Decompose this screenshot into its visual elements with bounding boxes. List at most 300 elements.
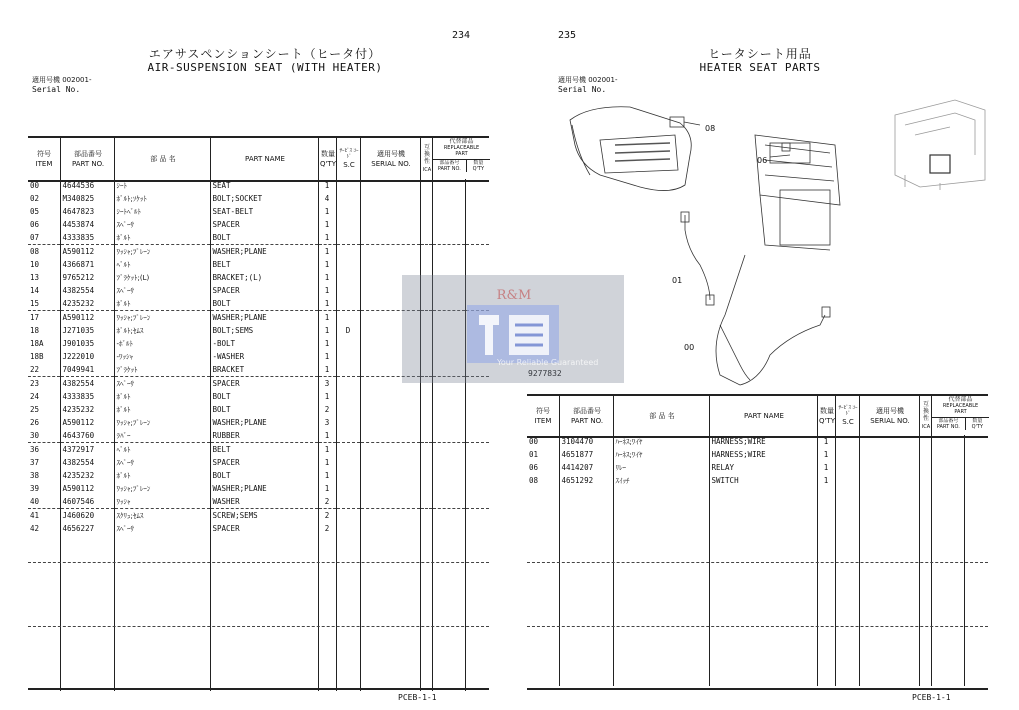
empty-cell bbox=[318, 535, 336, 691]
hdr-repl-jp: 代替部品 bbox=[449, 138, 474, 145]
jp-name-cell: ｽﾍﾟｰｻ bbox=[114, 218, 210, 231]
serial-cell bbox=[360, 258, 420, 271]
watermark-brand: R&M bbox=[496, 288, 532, 303]
ica-cell bbox=[420, 456, 432, 469]
service-code-cell bbox=[835, 435, 859, 448]
heater-seat-diagram bbox=[560, 95, 990, 390]
qty-cell: 2 bbox=[318, 509, 336, 523]
part-number-cell: A590112 bbox=[60, 416, 114, 429]
service-code-cell bbox=[336, 377, 360, 391]
watermark-tagline: Your Reliable Guaranteed bbox=[497, 358, 599, 367]
part-number-cell: 4382554 bbox=[60, 456, 114, 469]
item-cell: 42 bbox=[30, 523, 40, 533]
empty-cell bbox=[931, 487, 964, 686]
left-title-en: AIR-SUSPENSION SEAT (WITH HEATER) bbox=[147, 61, 383, 74]
right-serial bbox=[558, 76, 617, 94]
hdr-part-en: PART NO. bbox=[71, 160, 105, 168]
part-name-cell: BRACKET bbox=[210, 363, 318, 377]
hdr-item-jp: 符号 bbox=[37, 150, 51, 158]
replaceable-part-cell bbox=[432, 231, 465, 245]
ica-cell bbox=[420, 509, 432, 523]
part-number-cell: 4382554 bbox=[60, 377, 114, 391]
empty-cell bbox=[964, 487, 988, 686]
empty-cell bbox=[859, 487, 919, 686]
service-code-cell bbox=[336, 403, 360, 416]
replaceable-part-cell bbox=[931, 474, 964, 487]
table-row bbox=[527, 474, 988, 487]
serial-cell bbox=[859, 448, 919, 461]
table-row bbox=[28, 218, 489, 231]
hdr-name-jp: 部 品 名 bbox=[150, 155, 176, 163]
part-name-cell: BOLT bbox=[210, 297, 318, 311]
empty-cell bbox=[817, 487, 835, 686]
ica-cell bbox=[919, 448, 931, 461]
serial-cell bbox=[360, 403, 420, 416]
left-bottom-rule bbox=[28, 688, 489, 690]
qty-cell: 1 bbox=[318, 324, 336, 337]
part-name-cell: BRACKET;(L) bbox=[210, 271, 318, 284]
left-serial-en: Serial No. bbox=[32, 85, 81, 94]
rhdr-qty-en: Q'TY bbox=[819, 417, 835, 425]
right-title-jp: ヒータシート用品 bbox=[708, 47, 812, 61]
service-code-cell bbox=[336, 390, 360, 403]
empty-cell bbox=[60, 535, 114, 691]
service-code-cell bbox=[336, 522, 360, 535]
service-code-cell bbox=[336, 311, 360, 325]
replaceable-part-cell bbox=[432, 245, 465, 259]
replaceable-part-cell bbox=[432, 482, 465, 495]
replaceable-part-cell bbox=[432, 522, 465, 535]
table-row bbox=[28, 509, 489, 523]
rhdr-repl-qty-jp: 数量 bbox=[972, 418, 983, 424]
qty-cell: 3 bbox=[318, 416, 336, 429]
part-number-cell: 4651292 bbox=[559, 474, 613, 487]
hdr-repl-qty-en: Q'TY bbox=[472, 166, 485, 172]
hdr-ica-jp: 互換性 bbox=[423, 143, 430, 165]
table-row bbox=[28, 258, 489, 271]
part-number-cell: J271035 bbox=[60, 324, 114, 337]
callout-08: 08 bbox=[705, 124, 716, 133]
replaceable-qty-cell bbox=[465, 179, 489, 192]
item-cell: 26 bbox=[30, 417, 40, 427]
jp-name-cell: ﾎﾞﾙﾄ bbox=[114, 390, 210, 403]
rhdr-part-jp: 部品番号 bbox=[573, 407, 601, 415]
qty-cell: 2 bbox=[318, 522, 336, 535]
part-name-cell: WASHER;PLANE bbox=[210, 311, 318, 325]
part-number-cell: 4333835 bbox=[60, 231, 114, 245]
service-code-cell bbox=[336, 495, 360, 509]
qty-cell: 1 bbox=[817, 448, 835, 461]
service-code-cell bbox=[835, 448, 859, 461]
part-name-cell: SWITCH bbox=[709, 474, 817, 487]
replaceable-part-cell bbox=[432, 258, 465, 271]
jp-name-cell: ｼｰﾄ bbox=[114, 179, 210, 192]
table-row bbox=[28, 456, 489, 469]
empty-cell bbox=[210, 535, 318, 691]
empty-cell bbox=[835, 487, 859, 686]
empty-cell bbox=[336, 535, 360, 691]
rhdr-repl-qty-en: Q'TY bbox=[971, 424, 984, 430]
serial-cell bbox=[360, 469, 420, 482]
table-row bbox=[28, 205, 489, 218]
rhdr-name-en: PART NAME bbox=[744, 412, 784, 420]
part-name-cell: SPACER bbox=[210, 218, 318, 231]
service-code-cell bbox=[336, 509, 360, 523]
part-name-cell: SPACER bbox=[210, 284, 318, 297]
table-row bbox=[28, 495, 489, 509]
hdr-name-en: PART NAME bbox=[245, 155, 285, 163]
hdr-repl-en: REPLACEABLE PART bbox=[443, 145, 480, 157]
part-name-cell: RUBBER bbox=[210, 429, 318, 443]
qty-cell: 1 bbox=[318, 390, 336, 403]
replaceable-qty-cell bbox=[465, 443, 489, 457]
qty-cell: 2 bbox=[318, 495, 336, 509]
qty-cell: 4 bbox=[318, 192, 336, 205]
item-cell: 00 bbox=[529, 436, 539, 446]
serial-cell bbox=[360, 509, 420, 523]
left-table-header bbox=[28, 136, 489, 182]
service-code-cell bbox=[336, 297, 360, 311]
qty-cell: 1 bbox=[318, 271, 336, 284]
part-name-cell: RELAY bbox=[709, 461, 817, 474]
right-footer-code: PCEB-1-1 bbox=[912, 693, 951, 702]
item-cell: 01 bbox=[529, 449, 539, 459]
replaceable-qty-cell bbox=[465, 390, 489, 403]
service-code-cell bbox=[336, 456, 360, 469]
ica-cell bbox=[420, 416, 432, 429]
replaceable-part-cell bbox=[432, 192, 465, 205]
rhdr-item-jp: 符号 bbox=[536, 407, 550, 415]
ica-cell bbox=[420, 469, 432, 482]
item-cell: 06 bbox=[30, 219, 40, 229]
jp-name-cell: ｽｸﾘｭ;ｾﾑｽ bbox=[114, 509, 210, 523]
item-cell: 37 bbox=[30, 457, 40, 467]
qty-cell: 1 bbox=[318, 245, 336, 259]
rhdr-repl-jp: 代替部品 bbox=[948, 396, 973, 403]
rhdr-sc-jp: ｻｰﾋﾞｽ ｺｰﾄﾞ bbox=[838, 405, 858, 417]
jp-name-cell: ｽﾍﾟｰｻ bbox=[114, 522, 210, 535]
replaceable-qty-cell bbox=[465, 495, 489, 509]
left-parts-table bbox=[28, 179, 489, 691]
qty-cell: 1 bbox=[318, 350, 336, 363]
replaceable-qty-cell bbox=[465, 192, 489, 205]
table-row bbox=[28, 390, 489, 403]
replaceable-part-cell bbox=[432, 443, 465, 457]
qty-cell: 2 bbox=[318, 403, 336, 416]
rhdr-ica-jp: 互換性 bbox=[922, 400, 929, 422]
item-cell: 36 bbox=[28, 443, 60, 457]
part-number-cell: 4366871 bbox=[60, 258, 114, 271]
part-name-cell: -BOLT bbox=[210, 337, 318, 350]
qty-cell: 1 bbox=[318, 231, 336, 245]
empty-cell bbox=[709, 487, 817, 686]
replaceable-qty-cell bbox=[465, 429, 489, 443]
serial-cell bbox=[360, 231, 420, 245]
part-number-cell: 4235232 bbox=[60, 469, 114, 482]
item-cell: 14 bbox=[30, 285, 40, 295]
item-cell: 41 bbox=[28, 509, 60, 523]
ica-cell bbox=[420, 231, 432, 245]
table-row bbox=[28, 192, 489, 205]
part-number-cell: M340825 bbox=[60, 192, 114, 205]
empty-cell bbox=[527, 487, 559, 686]
ica-cell bbox=[420, 258, 432, 271]
hdr-repl-part-en: PART NO. bbox=[437, 166, 461, 172]
serial-cell bbox=[360, 456, 420, 469]
callout-06: 06 bbox=[757, 156, 768, 165]
table-filler-row bbox=[28, 535, 489, 691]
part-name-cell: SEAT bbox=[210, 179, 318, 192]
part-name-cell: -WASHER bbox=[210, 350, 318, 363]
replaceable-qty-cell bbox=[964, 474, 988, 487]
empty-cell bbox=[559, 487, 613, 686]
ica-cell bbox=[919, 461, 931, 474]
replaceable-qty-cell bbox=[964, 435, 988, 448]
part-number-cell: 4235232 bbox=[60, 297, 114, 311]
part-number-cell: A590112 bbox=[60, 245, 114, 259]
left-footer-code: PCEB-1-1 bbox=[398, 693, 437, 702]
part-number-cell: 4414207 bbox=[559, 461, 613, 474]
jp-name-cell: ﾎﾞﾙﾄ;ｿｹｯﾄ bbox=[114, 192, 210, 205]
replaceable-qty-cell bbox=[465, 522, 489, 535]
item-cell: 38 bbox=[30, 470, 40, 480]
ica-cell bbox=[420, 205, 432, 218]
jp-name-cell: ﾘﾚｰ bbox=[613, 461, 709, 474]
empty-cell bbox=[114, 535, 210, 691]
serial-cell bbox=[859, 474, 919, 487]
callout-00: 00 bbox=[684, 343, 695, 352]
service-code-cell bbox=[336, 179, 360, 192]
service-code-cell bbox=[336, 482, 360, 495]
replaceable-part-cell bbox=[432, 429, 465, 443]
left-separator-1 bbox=[28, 562, 489, 563]
jp-name-cell: ｼｰﾄﾍﾞﾙﾄ bbox=[114, 205, 210, 218]
qty-cell: 1 bbox=[318, 363, 336, 377]
service-code-cell bbox=[336, 231, 360, 245]
replaceable-part-cell bbox=[931, 435, 964, 448]
replaceable-part-cell bbox=[432, 390, 465, 403]
service-code-cell bbox=[835, 474, 859, 487]
hdr-item-en: ITEM bbox=[35, 160, 53, 168]
service-code-cell bbox=[336, 469, 360, 482]
serial-cell bbox=[360, 205, 420, 218]
service-code-cell bbox=[336, 416, 360, 429]
item-cell: 13 bbox=[30, 272, 40, 282]
hdr-sc-en: S.C bbox=[343, 161, 355, 169]
right-title-en: HEATER SEAT PARTS bbox=[699, 61, 821, 74]
part-name-cell: SEAT-BELT bbox=[210, 205, 318, 218]
part-name-cell: WASHER;PLANE bbox=[210, 245, 318, 259]
seat-panel-inner bbox=[600, 135, 678, 173]
qty-cell: 1 bbox=[318, 443, 336, 457]
ica-cell bbox=[420, 179, 432, 192]
serial-cell bbox=[859, 461, 919, 474]
item-cell: 24 bbox=[30, 391, 40, 401]
jp-name-cell: -ﾜｯｼｬ bbox=[114, 350, 210, 363]
ica-cell bbox=[420, 522, 432, 535]
replaceable-part-cell bbox=[931, 461, 964, 474]
service-code-cell: D bbox=[336, 324, 360, 337]
empty-cell bbox=[465, 535, 489, 691]
qty-cell: 1 bbox=[318, 456, 336, 469]
item-cell: 18B bbox=[30, 351, 44, 361]
hdr-repl-qty-jp: 数量 bbox=[473, 160, 484, 166]
item-cell: 40 bbox=[30, 496, 40, 506]
table-row bbox=[28, 179, 489, 192]
table-row bbox=[28, 469, 489, 482]
replaceable-part-cell bbox=[432, 456, 465, 469]
left-serial-jp: 適用号機 002001- bbox=[32, 76, 92, 84]
empty-cell bbox=[28, 535, 60, 691]
qty-cell: 1 bbox=[318, 311, 336, 325]
replaceable-part-cell bbox=[432, 416, 465, 429]
item-cell: 30 bbox=[30, 430, 40, 440]
part-number-cell: 7049941 bbox=[60, 363, 114, 377]
replaceable-qty-cell bbox=[964, 448, 988, 461]
item-cell: 02 bbox=[30, 193, 40, 203]
item-cell: 18 bbox=[30, 325, 40, 335]
part-number-cell: 4453874 bbox=[60, 218, 114, 231]
table-row bbox=[28, 403, 489, 416]
right-separator-2 bbox=[527, 626, 988, 627]
serial-cell bbox=[360, 416, 420, 429]
hdr-sc-jp: ｻｰﾋﾞｽ ｺｰﾄﾞ bbox=[339, 148, 359, 160]
replaceable-qty-cell bbox=[465, 403, 489, 416]
service-code-cell bbox=[336, 192, 360, 205]
hdr-part-jp: 部品番号 bbox=[74, 150, 102, 158]
qty-cell: 3 bbox=[318, 377, 336, 391]
item-cell: 06 bbox=[529, 462, 539, 472]
hdr-repl-part-jp: 部品番号 bbox=[439, 160, 460, 166]
part-number-cell: 3104470 bbox=[559, 435, 613, 448]
jp-name-cell: ﾊｰﾈｽ;ﾜｲﾔ bbox=[613, 435, 709, 448]
ica-cell bbox=[919, 435, 931, 448]
rhdr-name-jp: 部 品 名 bbox=[649, 412, 675, 420]
jp-name-cell: ﾜｯｼｬ;ﾌﾟﾚｰﾝ bbox=[114, 482, 210, 495]
table-row bbox=[527, 435, 988, 448]
service-code-cell bbox=[336, 245, 360, 259]
left-page-number: 234 bbox=[452, 30, 471, 41]
right-separator-1 bbox=[527, 562, 988, 563]
part-number-cell: 4235232 bbox=[60, 403, 114, 416]
harness-00 bbox=[716, 255, 825, 385]
part-name-cell: HARNESS;WIRE bbox=[709, 448, 817, 461]
item-cell: 08 bbox=[529, 475, 539, 485]
replaceable-qty-cell bbox=[465, 482, 489, 495]
qty-cell: 1 bbox=[318, 482, 336, 495]
part-number-cell: 4333835 bbox=[60, 390, 114, 403]
ica-cell bbox=[420, 390, 432, 403]
left-separator-2 bbox=[28, 626, 489, 627]
part-number-cell: 4643760 bbox=[60, 429, 114, 443]
service-code-cell bbox=[336, 429, 360, 443]
jp-name-cell: ﾎﾞﾙﾄ bbox=[114, 469, 210, 482]
right-parts-table bbox=[527, 435, 988, 686]
qty-cell: 1 bbox=[318, 469, 336, 482]
part-name-cell: WASHER;PLANE bbox=[210, 416, 318, 429]
left-serial bbox=[32, 76, 91, 94]
replaceable-part-cell bbox=[432, 205, 465, 218]
item-cell: 15 bbox=[30, 298, 40, 308]
part-name-cell: BOLT;SEMS bbox=[210, 324, 318, 337]
item-cell: 05 bbox=[30, 206, 40, 216]
jp-name-cell: ﾎﾞﾙﾄ bbox=[114, 297, 210, 311]
qty-cell: 1 bbox=[817, 461, 835, 474]
part-number-cell: 4656227 bbox=[60, 522, 114, 535]
replaceable-qty-cell bbox=[465, 231, 489, 245]
jp-name-cell: -ﾎﾞﾙﾄ bbox=[114, 337, 210, 350]
rhdr-serial-en: SERIAL NO. bbox=[870, 417, 910, 425]
serial-cell bbox=[360, 482, 420, 495]
ica-cell bbox=[919, 474, 931, 487]
jp-name-cell: ｽｲｯﾁ bbox=[613, 474, 709, 487]
table-row bbox=[28, 429, 489, 443]
jp-name-cell: ﾌﾞﾗｹｯﾄ;(L) bbox=[114, 271, 210, 284]
part-name-cell: WASHER bbox=[210, 495, 318, 509]
rhdr-sc-en: S.C bbox=[842, 418, 854, 426]
hdr-qty-en: Q'TY bbox=[320, 160, 336, 168]
item-cell: 08 bbox=[28, 245, 60, 259]
qty-cell: 1 bbox=[318, 337, 336, 350]
replaceable-part-cell bbox=[432, 469, 465, 482]
jp-name-cell: ｽﾍﾟｰｻ bbox=[114, 456, 210, 469]
ica-cell bbox=[420, 495, 432, 509]
item-cell: 18A bbox=[30, 338, 44, 348]
jp-name-cell: ﾎﾞﾙﾄ bbox=[114, 403, 210, 416]
replaceable-part-cell bbox=[432, 495, 465, 509]
part-name-cell: BOLT bbox=[210, 390, 318, 403]
qty-cell: 1 bbox=[817, 474, 835, 487]
serial-cell bbox=[360, 429, 420, 443]
serial-cell bbox=[360, 218, 420, 231]
jp-name-cell: ｽﾍﾟｰｻ bbox=[114, 284, 210, 297]
left-title-jp: エアサスペンションシート（ヒータ付） bbox=[148, 47, 382, 61]
part-number-cell: 4644536 bbox=[60, 179, 114, 192]
replaceable-qty-cell bbox=[465, 456, 489, 469]
part-name-cell: BELT bbox=[210, 443, 318, 457]
item-cell: 23 bbox=[28, 377, 60, 391]
part-number-cell: A590112 bbox=[60, 482, 114, 495]
part-number-cell: J901035 bbox=[60, 337, 114, 350]
jp-name-cell: ﾎﾞﾙﾄ bbox=[114, 231, 210, 245]
table-row bbox=[28, 416, 489, 429]
replaceable-part-cell bbox=[432, 509, 465, 523]
jp-name-cell: ﾎﾞﾙﾄ;ｾﾑｽ bbox=[114, 324, 210, 337]
replaceable-part-cell bbox=[432, 179, 465, 192]
cab-sketch bbox=[895, 100, 985, 187]
serial-cell bbox=[360, 192, 420, 205]
replaceable-part-cell bbox=[432, 218, 465, 231]
rhdr-qty-jp: 数量 bbox=[820, 407, 834, 415]
serial-cell bbox=[360, 179, 420, 192]
part-number-cell: 4651877 bbox=[559, 448, 613, 461]
service-code-cell bbox=[336, 218, 360, 231]
service-code-cell bbox=[336, 205, 360, 218]
replaceable-part-cell bbox=[432, 403, 465, 416]
right-table-header bbox=[527, 394, 988, 438]
rhdr-repl-part-en: PART NO. bbox=[936, 424, 960, 430]
part-name-cell: SPACER bbox=[210, 522, 318, 535]
item-cell: 22 bbox=[30, 364, 40, 374]
service-code-cell bbox=[336, 284, 360, 297]
replaceable-qty-cell bbox=[465, 469, 489, 482]
right-serial-jp: 適用号機 002001- bbox=[558, 76, 618, 84]
table-filler-row bbox=[527, 487, 988, 686]
part-number-cell: 4382554 bbox=[60, 284, 114, 297]
replaceable-qty-cell bbox=[465, 245, 489, 259]
empty-cell bbox=[919, 487, 931, 686]
item-cell: 25 bbox=[30, 404, 40, 414]
